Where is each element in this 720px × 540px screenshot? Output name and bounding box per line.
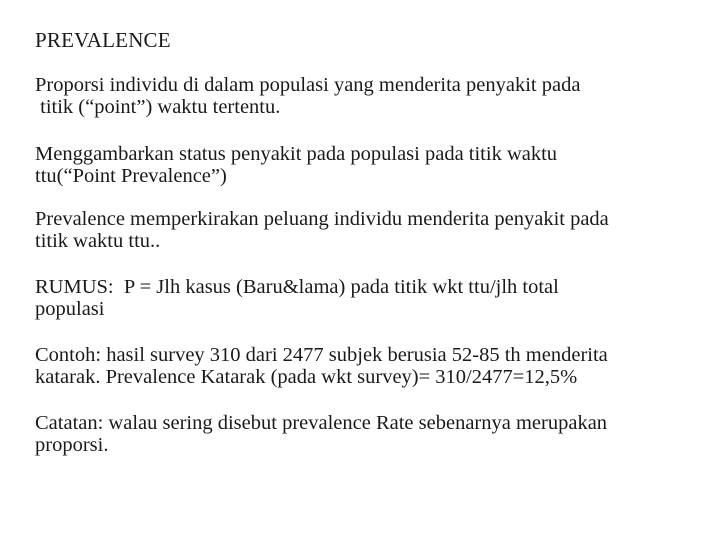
text-line: ttu(“Point Prevalence”) [35,165,227,187]
text-line: populasi [35,298,105,320]
text-line: titik waktu ttu.. [35,230,161,252]
text-line: Contoh: hasil survey 310 dari 2477 subjek berusia 52-85 th menderita [35,344,608,366]
definition-paragraph [35,74,715,118]
text-line: Proporsi individu di dalam populasi yang menderita penyakit pada [35,74,581,96]
text-line: Menggambarkan status penyakit pada populasi pada titik waktu [35,143,558,165]
text-line: proporsi. [35,434,109,456]
text-line: katarak. Prevalence Katarak (pada wkt survey)= 310/2477=12,5% [35,366,578,388]
text-line: Prevalence memperkirakan peluang individu menderita penyakit pada [35,208,609,230]
estimate-paragraph [35,208,715,252]
formula-paragraph [35,276,715,320]
text-line: Catatan: walau sering disebut prevalence Rate sebenarnya merupakan [35,412,608,434]
slide-title: PREVALENCE [35,28,171,52]
example-paragraph [35,344,715,388]
description-paragraph [35,143,715,187]
text-line: titik (“point”) waktu tertentu. [35,96,281,118]
note-paragraph [35,412,715,456]
text-line: RUMUS: P = Jlh kasus (Baru&lama) pada titik wkt ttu/jlh total [35,276,559,298]
